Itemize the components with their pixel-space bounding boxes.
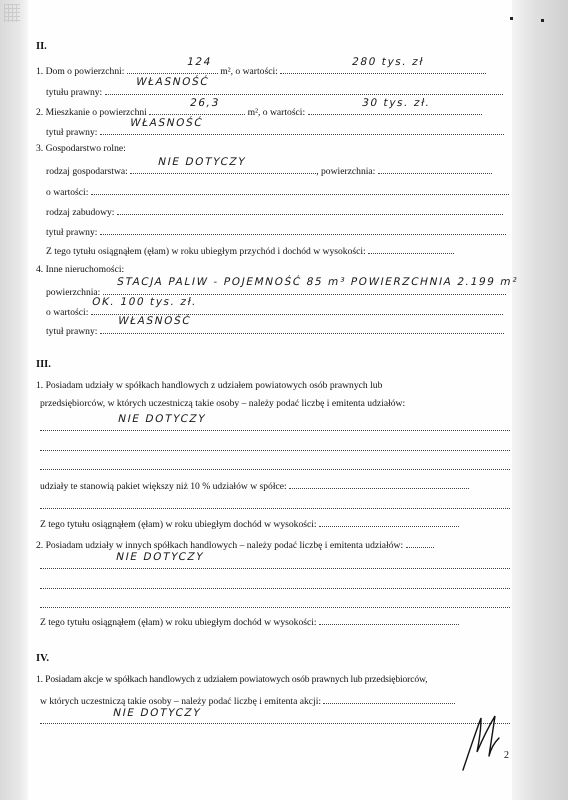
scan-margin-left bbox=[0, 0, 28, 800]
house-value: 280 tys. zł bbox=[350, 56, 426, 68]
house-area-value: 124 bbox=[185, 56, 214, 68]
farm-build-label: rodzaj zabudowy: bbox=[46, 207, 115, 218]
stocks-text-2: w których uczestniczą takie osoby – należy podać liczbę i emitenta akcji: bbox=[40, 696, 322, 707]
house-title-label: tytułu prawny: bbox=[46, 87, 103, 98]
farm-value-row bbox=[46, 184, 509, 199]
flat-area-value: 26,3 bbox=[188, 97, 222, 109]
other-value: OK. 100 tys. zł. bbox=[90, 296, 199, 308]
answer-line bbox=[40, 459, 510, 470]
section-4-heading: IV. bbox=[36, 653, 49, 664]
scan-artifact bbox=[4, 4, 20, 22]
other-shares-row bbox=[36, 537, 434, 552]
house-title-row bbox=[46, 84, 503, 99]
other-title-row bbox=[46, 323, 504, 338]
other-shares-income-label: Z tego tytułu osiągnąłem (ęłam) w roku ubiegłym dochód w wysokości: bbox=[40, 617, 317, 628]
answer-line bbox=[40, 597, 510, 608]
other-area-label: powierzchnia: bbox=[46, 287, 101, 298]
house-value-label: m², o wartości: bbox=[220, 66, 278, 77]
stocks-text-row bbox=[40, 693, 455, 708]
scan-dot bbox=[510, 17, 513, 20]
shares-pct-row bbox=[40, 478, 469, 493]
stocks-answer: NIE DOTYCZY bbox=[111, 707, 203, 719]
farm-income-label: Z tego tytułu osiągnąłem (ęłam) w roku ubiegłym przychód i dochód w wysokości: bbox=[46, 246, 366, 257]
farm-type: NIE DOTYCZY bbox=[156, 156, 248, 168]
farm-value-label: o wartości: bbox=[46, 187, 89, 198]
farm-type-label: rodzaj gospodarstwa: bbox=[46, 166, 128, 177]
other-shares-income-row bbox=[40, 614, 459, 629]
scan-dot bbox=[541, 19, 544, 22]
farm-heading: 3. Gospodarstwo rolne: bbox=[36, 143, 126, 154]
other-property-heading: 4. Inne nieruchomości: bbox=[36, 264, 125, 275]
other-shares-answer: NIE DOTYCZY bbox=[114, 551, 206, 563]
farm-title-row bbox=[46, 224, 506, 239]
page-number: 2 bbox=[504, 750, 509, 761]
shares-answer: NIE DOTYCZY bbox=[116, 413, 208, 425]
section-2-heading: II. bbox=[36, 41, 47, 52]
flat-title: WŁASNOŚĆ bbox=[128, 117, 205, 129]
flat-value: 30 tys. zł. bbox=[360, 97, 432, 109]
shares-income-label: Z tego tytułu osiągnąłem (ęłam) w roku ubiegłym dochód w wysokości: bbox=[40, 519, 317, 530]
farm-title-label: tytuł prawny: bbox=[46, 227, 98, 238]
other-shares-label: 2. Posiadam udziały w innych spółkach handlowych – należy podać liczbę i emitenta udziałów: bbox=[36, 540, 404, 551]
shares-income-row bbox=[40, 516, 459, 531]
section-3-heading: III. bbox=[36, 359, 51, 370]
other-title: WŁASNOŚĆ bbox=[116, 315, 193, 327]
signature-scribble bbox=[459, 712, 503, 774]
stocks-text-1: 1. Posiadam akcje w spółkach handlowych z udziałem powiatowych osób prawnych lub przedsiębiorców, bbox=[36, 674, 428, 685]
house-title: WŁASNOŚĆ bbox=[134, 76, 211, 88]
house-area-label: 1. Dom o powierzchni: bbox=[36, 66, 125, 77]
flat-title-row bbox=[46, 124, 504, 139]
farm-type-row bbox=[46, 163, 492, 178]
scan-margin-right bbox=[512, 0, 568, 800]
farm-income-row bbox=[46, 243, 454, 258]
answer-line bbox=[40, 440, 510, 451]
answer-line bbox=[40, 420, 510, 431]
other-area: STACJA PALIW - POJEMNOŚĆ 85 m³ POWIERZCHNIA 2.199 m² bbox=[115, 276, 520, 288]
answer-line bbox=[40, 578, 510, 589]
farm-build-row bbox=[46, 204, 503, 219]
answer-line bbox=[40, 713, 510, 724]
flat-title-label: tytuł prawny: bbox=[46, 127, 98, 138]
shares-pct-label: udziały te stanowią pakiet większy niż 10 % udziałów w spółce: bbox=[40, 481, 287, 492]
other-value-label: o wartości: bbox=[46, 307, 89, 318]
other-title-label: tytuł prawny: bbox=[46, 326, 98, 337]
farm-area-label: , powierzchnia: bbox=[316, 166, 376, 177]
flat-area-label: 2. Mieszkanie o powierzchni bbox=[36, 107, 147, 118]
answer-line bbox=[40, 558, 510, 569]
answer-line bbox=[40, 498, 510, 509]
flat-value-label: m², o wartości: bbox=[247, 107, 306, 118]
shares-text-2: przedsiębiorców, w których uczestniczą takie osoby – należy podać liczbę i emitenta udziałów: bbox=[40, 398, 406, 409]
shares-text-1: 1. Posiadam udziały w spółkach handlowych z udziałem powiatowych osób prawnych lub bbox=[36, 380, 383, 391]
